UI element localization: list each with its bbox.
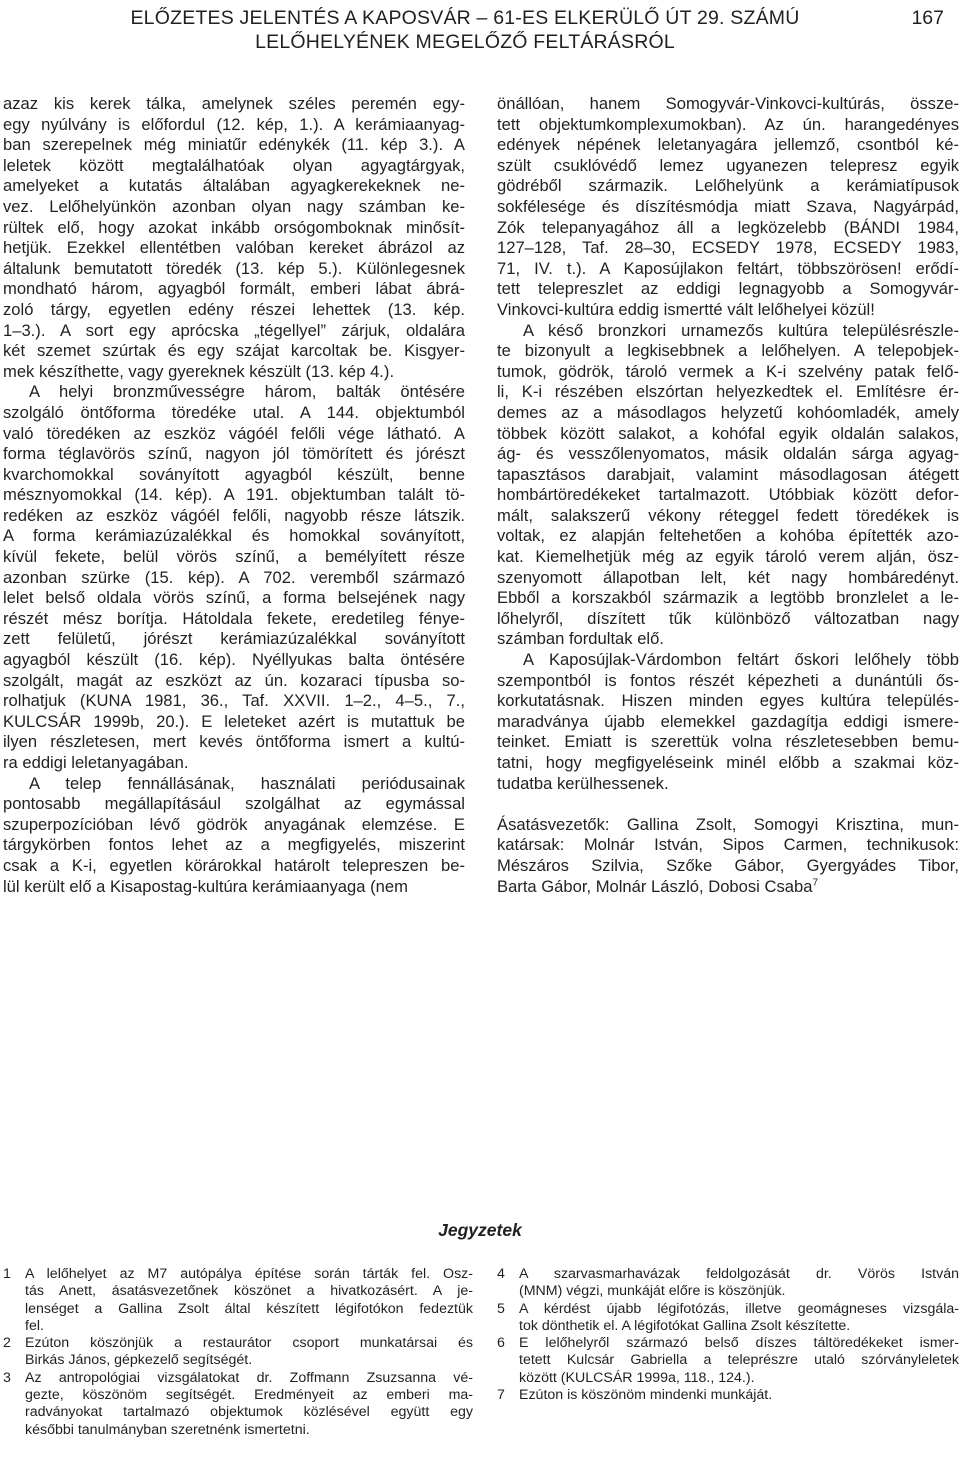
text-line: te bizonyult a legkisebbnek a lelőhelyen. A telepobjek- [497, 341, 959, 361]
text-line: li, K-i részében elszórtan helyezkedtek el. Említésre ér- [497, 382, 959, 402]
text-line: lelet belső oldala vörös színű, a forma belsejének nagy [3, 588, 465, 608]
footnote-line: (MNM) végzi, munkáját előre is köszönjük. [519, 1283, 786, 1300]
text-line: hetjük. Ezekkel ellentétben valóban kereket ábrázol az [3, 238, 465, 258]
text-line: szolgáló öntőforma töredéke utal. A 144. objektumból [3, 402, 465, 422]
footnote-line: A lelőhelyet az M7 autópálya építése során tárták fel. Osz- [25, 1266, 473, 1282]
credits-line [497, 877, 959, 898]
credits-line: katársak: Molnár István, Sipos Carmen, technikusok: [497, 835, 959, 855]
text-line: tett objektumkomplexumokban). Az ún. harangedényes [497, 114, 959, 134]
footnote-line: gezte, köszönöm segítségét. Eredményeit az emberi ma- [25, 1387, 473, 1404]
credits-line: Mészáros Szilvia, Szőke Gábor, Gyergyádes Tibor, [497, 855, 959, 875]
footnote [3, 1335, 473, 1370]
text-line: csak a K-i, egyetlen körárokkal határolt telepreszen be- [3, 855, 465, 875]
text-line: kívül fekete, belül vörös színű, a bemélyített része [3, 547, 465, 567]
text-line: kvarchomokkal soványított agyagból készült, benne [3, 464, 465, 484]
text-line: azaz kis kerek tálka, amelynek széles peremén egy- [3, 94, 465, 113]
footnote [497, 1266, 959, 1301]
text-line: ág- és vesszőlenyomatos, másik oldalán sárga agyag- [497, 444, 959, 464]
footnote [3, 1370, 473, 1439]
paragraph [497, 94, 959, 321]
text-line: A telep fennállásának, használati periódusainak [29, 773, 465, 793]
running-title-line-2: LELŐHELYÉNEK MEGELŐZŐ FELTÁRÁSRÓL [255, 31, 675, 53]
text-line: ra eddigi leletanyagában. [3, 753, 189, 772]
text-line: részét mész borítja. Hátoldala fekete, eredetileg fénye- [3, 608, 465, 628]
text-line: 127–128, Taf. 28–30, ECSEDY 1978, ECSEDY 1983, [497, 238, 959, 258]
text-line: amelyeket a kutatás általában agyagkerekeknek ne- [3, 176, 465, 196]
text-line: tett telepreszlet az eddigi legnagyobb a Somogyvár- [497, 279, 959, 299]
text-line: maradványa újabb elemekkel gazdagítja eddigi ismere- [497, 711, 959, 731]
left-column [3, 94, 465, 897]
text-line: zett felületű, jórészt kerámiazúzalékkal soványított [3, 629, 465, 649]
text-line: tatni, hogy megfigyeléseink minél előbb a szakmai köz- [497, 753, 959, 772]
text-line: Zók telepanyagához áll a legközelebb (BÁNDI 1984, [497, 217, 959, 237]
footnote-line: Az antropológiai vizsgálatokat dr. Zoffmann Zsuzsanna vé- [25, 1369, 473, 1386]
text-line: rolhatjuk (KUNA 1981, 36., Taf. XXVII. 1–2., 4–5., 7., [3, 691, 465, 711]
text-line: rültek elő, hogy azokat inkább orsógomboknak minősít- [3, 217, 465, 237]
footnote-number: 4 [497, 1266, 505, 1282]
text-line: zoló tárgy, egyetlen edény részei lehettek (13. kép. [3, 299, 465, 319]
footnote-line: tás Anett, ásatásvezetőnek köszönet a hivatkozásért. A je- [25, 1283, 473, 1300]
text-line: agyagból készült (16. kép). Nyéllyukas balta öntésére [3, 650, 465, 670]
footnote-number: 7 [497, 1387, 505, 1404]
footnote [497, 1301, 959, 1336]
paragraph [497, 321, 959, 651]
text-line: való töredéken az eszköz vágóél felőli vége látható. A [3, 423, 465, 443]
text-line: mált, salakszerű vékony réteggel fedett töredékek is [497, 505, 959, 525]
footnotes-right [497, 1266, 959, 1404]
text-line: szuperpozícióban lévő gödrök anyagának elemzése. E [3, 814, 465, 834]
footnote-reference: 7 [812, 877, 819, 889]
text-line: pontosabb megállapításául szolgálhat az egymással [3, 794, 465, 814]
text-line: demes az a másodlagos helyzetű kohóomladék, amely [497, 402, 959, 422]
text-line: KULCSÁR 1999b, 20.). E leleteket azért is mutattuk be [3, 711, 465, 731]
text-line: korkutatásnak. Hiszen minden egyes kultúra település- [497, 691, 959, 711]
text-line: önállóan, hanem Somogyvár-Vinkovci-kultúrás, össze- [497, 94, 959, 113]
text-line: hombártöredékeket tartalmazott. Utóbbiak között defor- [497, 485, 959, 505]
footnote-line: tetett Kulcsár Gabriella a teleprészre utaló szórványleletek [519, 1352, 959, 1369]
text-line: voltak, ez alapján feltehetően a kohóba építették azo- [497, 526, 959, 546]
text-line: lőhelyről, díszített tűk különböző változatban nagy [497, 608, 959, 628]
running-header [90, 6, 840, 54]
text-line: 1–3.). A sort egy aprócska „tégellyel” zárjuk, oldalára [3, 320, 465, 340]
text-line: gödréből származik. Lelőhelyünk a kerámiatípusok [497, 176, 959, 196]
text-line: Ebből a korszakból származik a legtöbb bronzlelet a le- [497, 588, 959, 608]
paragraph [3, 774, 465, 898]
footnote [497, 1335, 959, 1387]
text-line: azonban szürke (15. kép). A 702. veremből származó [3, 567, 465, 587]
footnote-line: Birkás János, gépkezelő segítségét. [25, 1352, 253, 1369]
excavation-credits [497, 815, 959, 897]
footnote-line: tok dönthetik el. A légifotókat Gallina Zsolt készítette. [519, 1317, 851, 1334]
text-line: többek között salakot, a kohófal egyik oldalán salakos, [497, 423, 959, 443]
footnote-number: 1 [3, 1266, 11, 1282]
text-line: teinket. Emiatt is szerettük volna részletesebben bemu- [497, 732, 959, 752]
text-line: tapasztásos darabjait, valamint másodlagosan átégett [497, 464, 959, 484]
text-line: szült csuklóvédő lemez ugyanezen telepresz egyik [497, 155, 959, 175]
footnote-number: 5 [497, 1300, 505, 1317]
right-column [497, 94, 959, 897]
footnote-line: későbbi tanulmányban szeretnénk ismertetni. [25, 1421, 310, 1438]
text-line: ilyen részletesen, mert kevés öntőforma ismert a kultú- [3, 732, 465, 752]
text-line: A késő bronzkori urnamezős kultúra településrészle- [523, 320, 959, 340]
footnote-number: 3 [3, 1369, 11, 1386]
page-number: 167 [911, 7, 944, 29]
text-line: egy nyúlvány is előfordul (12. kép, 1.). A kerámiaanyag- [3, 114, 465, 134]
text-line: ban szerepelnek még miniatűr edénykék (11. kép 3.). A [3, 135, 465, 155]
footnote-line: Ezúton is köszönöm mindenki munkáját. [519, 1387, 773, 1404]
footnote-number: 6 [497, 1335, 505, 1352]
text-line: szolgált, magát az eszközt az ún. kozaraci típusba so- [3, 670, 465, 690]
footnote-line: Ezúton köszönjük a restaurátor csoport munkatársai és [25, 1335, 473, 1352]
text-line: Vinkovci-kultúra eddig ismertté vált lelőhelyei közül! [497, 299, 875, 319]
text-line: lül került elő a Kisapostag-kultúra kerámiaanyaga (nem [3, 876, 408, 896]
text-line: tudatba kerülhessenek. [497, 773, 669, 793]
footnote [3, 1266, 473, 1335]
paragraph [3, 382, 465, 773]
running-title-line-1: ELŐZETES JELENTÉS A KAPOSVÁR – 61-ES ELKERÜLŐ ÚT 29. SZÁMÚ [130, 7, 800, 29]
text-line: általunk bemutatott töredék (13. kép 5.). Különlegesnek [3, 258, 465, 278]
text-line: A helyi bronzművességre három, balták öntésére [29, 382, 465, 402]
footnote-number: 2 [3, 1335, 11, 1352]
text-line: A Kaposújlak-Várdombon feltárt őskori lelőhely több [523, 650, 959, 670]
footnote-line: fel. [25, 1317, 44, 1334]
text-line: leletek között megtalálhatóak olyan agyagtárgyak, [3, 155, 465, 175]
text-line: tumok, gödrök, tároló vermek a K-i szelvény patak felő- [497, 361, 959, 381]
credits-text: Barta Gábor, Molnár László, Dobosi Csaba [497, 876, 813, 896]
text-line: kat. Kiemelhetjük még az egyik tároló verem alján, ösz- [497, 547, 959, 567]
text-line: szempontból is fontos részét képezheti a dunántúli ős- [497, 670, 959, 690]
text-line: forma téglavörös színű, nagyon jól tömörített és jórészt [3, 444, 465, 464]
text-line: sokfélesége és díszítésmódja miatt Szava, Nagyárpád, [497, 196, 959, 216]
text-line: edények népének leletanyagára jellemző, csontból ké- [497, 135, 959, 155]
footnote-line: A szarvasmarhavázak feldolgozását dr. Vörös István [519, 1266, 959, 1282]
text-line: mésznyomokkal (14. kép). A 191. objektumban talált tö- [3, 485, 465, 505]
footnote-line: A kérdést újabb légifotózás, illetve geomágneses vizsgála- [519, 1300, 959, 1317]
footnote-line: lenséget a Gallina Zsolt által készített légifotókon fedeztük [25, 1300, 473, 1317]
text-line: redéken az eszköz vágóél felőli, nagyobb része látszik. [3, 505, 465, 525]
footnote-line: radványokat tartalmazó objektumok közlésével együtt egy [25, 1404, 473, 1421]
text-line: mek készíthette, vagy gyereknek készült (13. kép 4.). [3, 361, 395, 381]
credits-line: Ásatásvezetők: Gallina Zsolt, Somogyi Krisztina, mun- [497, 814, 959, 834]
paragraph [497, 650, 959, 794]
paragraph-gap [497, 794, 959, 815]
paragraph [3, 94, 465, 382]
text-line: szenyomott állapotban lelt, két nagy hombáredényt. [497, 567, 959, 587]
text-line: vez. Lelőhelyünkön azonban olyan nagy számban ke- [3, 196, 465, 216]
text-line: A forma kerámiazúzalékkal és homokkal soványított, [3, 526, 465, 546]
notes-heading: Jegyzetek [438, 1220, 522, 1240]
text-line: tárgykörben fontos lehet az a megfigyelés, miszerint [3, 835, 465, 855]
text-line: mondható három, agyagból formált, emberi lábat ábrá- [3, 279, 465, 299]
footnote [497, 1387, 959, 1404]
footnote-line: E lelőhelyről származó belső díszes táltöredékeket ismer- [519, 1335, 959, 1352]
text-line: két szemet szúrtak és egy szájat karcoltak be. Kisgyer- [3, 341, 465, 361]
footnote-line: között (KULCSÁR 1999a, 118., 124.). [519, 1369, 755, 1386]
footnotes-left [3, 1266, 473, 1439]
text-line: 71, IV. t.). A Kaposújlakon feltárt, többszörösen! erődí- [497, 258, 959, 278]
text-line: számban fordultak elő. [497, 629, 664, 649]
right-column-paragraphs [497, 94, 959, 794]
